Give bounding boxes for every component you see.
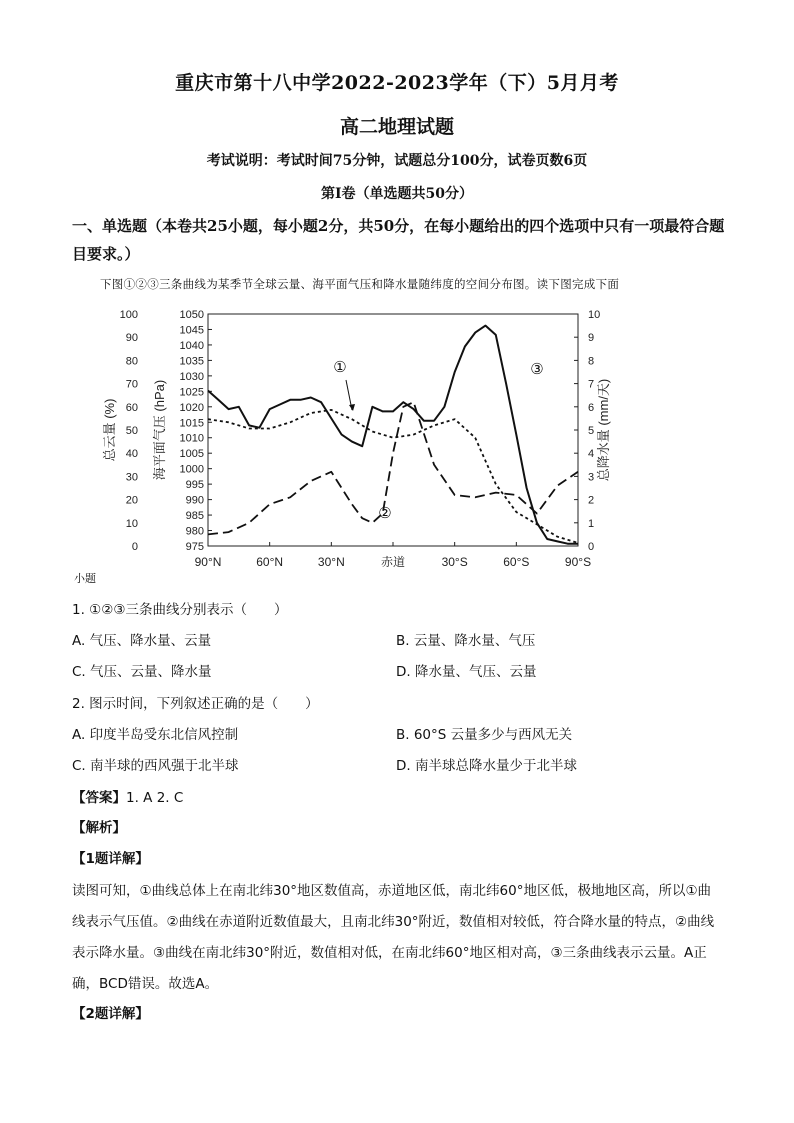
cloud-tick-label: 60 <box>125 401 138 414</box>
exam-title: 重庆市第十八中学2022-2023学年（下）5月月考 <box>175 72 619 94</box>
pressure-axis-title: 海平面气压 (hPa) <box>152 379 167 481</box>
precip-tick-label: 8 <box>588 355 595 368</box>
sub-question-label: 小题 <box>74 572 96 585</box>
precip-tick-label: 5 <box>588 425 595 437</box>
pressure-tick-label: 985 <box>185 510 204 523</box>
question-2-option-d[interactable]: D. 南半球总降水量少于北半球 <box>396 758 577 774</box>
pressure-tick-label: 980 <box>185 525 204 538</box>
pressure-tick-label: 1020 <box>179 401 204 414</box>
question-2-option-c[interactable]: C. 南半球的西风强于北半球 <box>72 758 239 774</box>
pressure-tick-label: 1050 <box>179 309 204 321</box>
x-tick-label: 30°S <box>441 555 468 569</box>
precip-tick-label: 4 <box>588 448 595 461</box>
x-tick-label: 90°N <box>194 555 222 569</box>
section-heading: 一、单选题（本卷共25小题，每小题2分，共50分，在每小题给出的四个选项中只有一项最符合题目要求。） <box>72 217 725 263</box>
precip-tick-label: 7 <box>588 378 595 391</box>
x-tick-label: 60°N <box>256 555 284 569</box>
series-marker-1: ① <box>333 359 347 376</box>
precip-axis-title: 总降水量 (mm/天) <box>596 378 611 482</box>
analysis-tag: 【解析】 <box>72 820 126 836</box>
detail-1-text: 读图可知，①曲线总体上在南北纬30°地区数值高，赤道地区低，南北纬60°地区低，极地地区高，所以①曲线表示气压值。②曲线在赤道附近数值最大，且南北纬30°附近，数值相对较低，符合降水量的特点，②曲线表示降水量。③曲线在南北纬30°附近，数值相对低，在南北纬60°地区相对高，③三条曲线表示云量。A正确，BCD错误。故选A。 <box>72 883 715 992</box>
series-line-dotted <box>208 410 578 543</box>
question-2-option-b[interactable]: B. 60°S 云量多少与西风无关 <box>396 727 573 743</box>
detail-2-tag: 【2题详解】 <box>72 1006 149 1022</box>
answer-line <box>72 786 183 806</box>
precip-tick-label: 2 <box>588 494 595 507</box>
question-1-option-b[interactable]: B. 云量、降水量、气压 <box>396 633 536 649</box>
pressure-tick-label: 995 <box>185 479 204 492</box>
cloud-tick-label: 50 <box>125 425 138 437</box>
pressure-tick-label: 1000 <box>179 463 204 476</box>
pressure-tick-label: 1025 <box>179 386 204 399</box>
question-1-option-d[interactable]: D. 降水量、气压、云量 <box>396 664 537 680</box>
pressure-tick-label: 990 <box>185 494 204 507</box>
question-2-stem: 2. 图示时间，下列叙述正确的是（ ） <box>72 696 319 712</box>
part-heading: 第Ⅰ卷（单选题共50分） <box>320 186 474 202</box>
latitude-chart-svg <box>100 300 620 580</box>
precip-tick-label: 10 <box>588 309 601 321</box>
cloud-tick-label: 40 <box>125 448 138 461</box>
cloud-tick-label: 70 <box>125 378 138 391</box>
x-tick-label: 30°N <box>317 555 345 569</box>
question-2-option-a[interactable]: A. 印度半岛受东北信风控制 <box>72 727 239 743</box>
precip-tick-label: 6 <box>588 401 595 414</box>
answer-text: 1. A 2. C <box>126 790 184 806</box>
question-1-option-a[interactable]: A. 气压、降水量、云量 <box>72 633 212 649</box>
cloud-tick-label: 20 <box>125 494 138 507</box>
cloud-tick-label: 10 <box>125 517 138 530</box>
cloud-tick-label: 0 <box>131 541 138 553</box>
detail-1-tag: 【1题详解】 <box>72 851 149 867</box>
question-1-option-c[interactable]: C. 气压、云量、降水量 <box>72 664 212 680</box>
exam-note: 考试说明：考试时间75分钟，试题总分100分，试卷页数6页 <box>206 153 588 169</box>
cloud-tick-label: 30 <box>125 471 138 484</box>
chart-intro: 下图①②③三条曲线为某季节全球云量、海平面气压和降水量随纬度的空间分布图。读下图完成下面 <box>100 277 620 291</box>
series-marker-3: ③ <box>530 361 544 378</box>
series-marker-2: ② <box>378 505 392 522</box>
exam-subtitle: 高二地理试题 <box>339 116 454 138</box>
pressure-tick-label: 1015 <box>179 417 204 430</box>
cloud-tick-label: 90 <box>125 332 138 345</box>
pressure-tick-label: 975 <box>185 541 204 553</box>
pressure-tick-label: 1040 <box>179 339 204 352</box>
chart <box>100 300 620 580</box>
pressure-tick-label: 1005 <box>179 448 204 461</box>
pressure-tick-label: 1035 <box>179 355 204 368</box>
precip-tick-label: 9 <box>588 332 595 345</box>
x-tick-label: 90°S <box>564 555 592 569</box>
answer-tag: 【答案】 <box>72 790 126 806</box>
cloud-tick-label: 100 <box>119 309 138 321</box>
question-1-stem: 1. ①②③三条曲线分别表示（ ） <box>72 602 288 618</box>
pressure-tick-label: 1030 <box>179 370 204 383</box>
precip-tick-label: 3 <box>588 471 595 484</box>
cloud-axis-title: 总云量 (%) <box>102 398 117 462</box>
cloud-tick-label: 80 <box>125 355 138 368</box>
precip-tick-label: 1 <box>588 517 595 530</box>
x-tick-label: 60°S <box>503 555 530 569</box>
pressure-tick-label: 1045 <box>179 324 204 337</box>
x-tick-label: 赤道 <box>380 555 406 569</box>
precip-tick-label: 0 <box>588 541 595 553</box>
plot-frame <box>208 314 578 546</box>
pressure-tick-label: 1010 <box>179 432 204 445</box>
